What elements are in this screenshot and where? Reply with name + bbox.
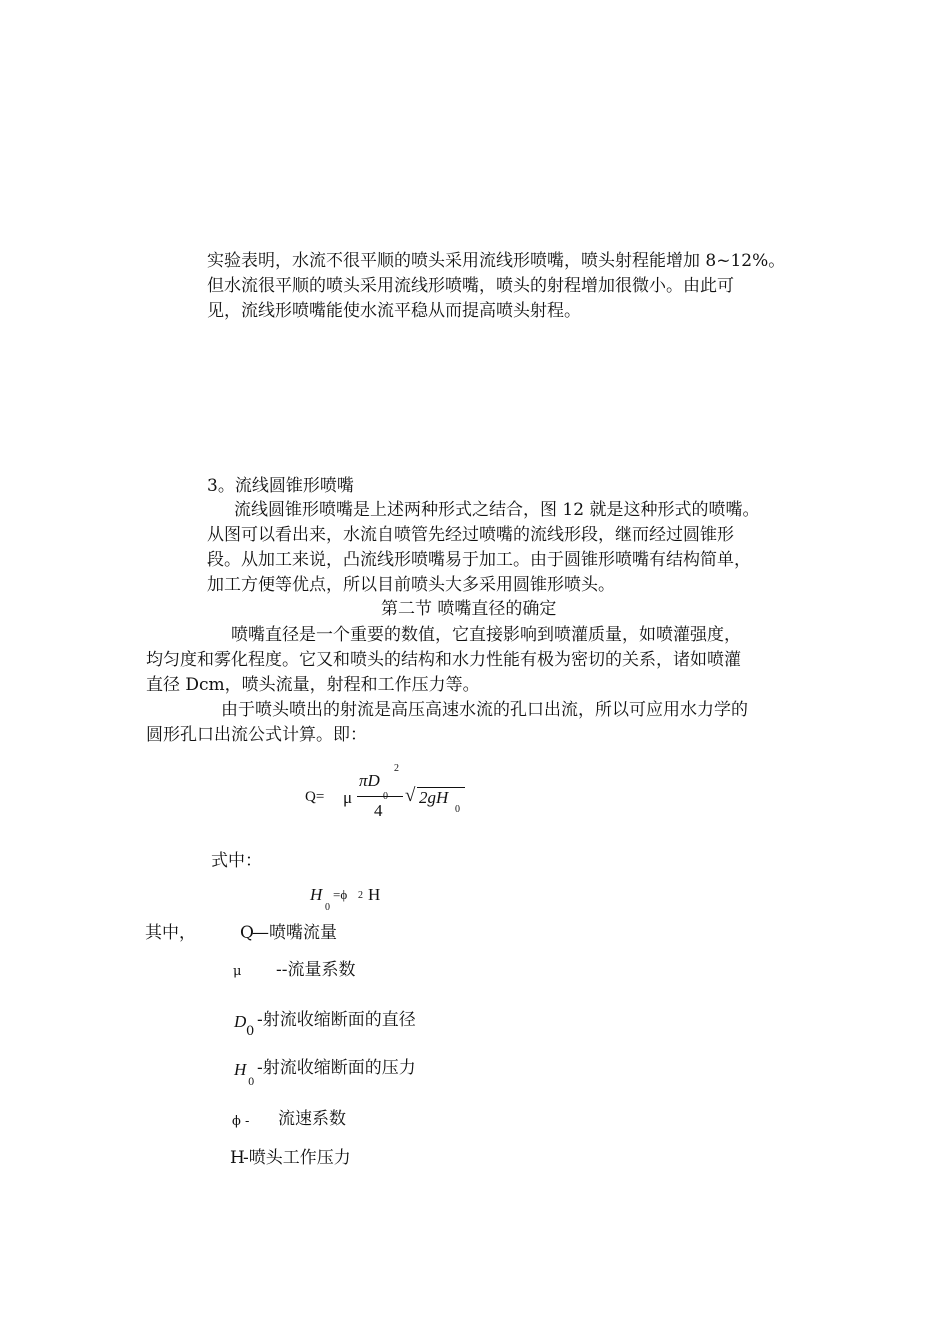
symbol-mu: μ xyxy=(233,964,242,979)
formula-h-subscript: 0 xyxy=(455,804,460,815)
symbol-h-plain: H xyxy=(230,1148,245,1168)
formula-exponent: 2 xyxy=(394,763,399,774)
para1-line-1: 实验表明，水流不很平顺的喷头采用流线形喷嘴，喷头射程能增加 8~12%。 xyxy=(207,251,786,271)
fraction-bar xyxy=(357,796,403,797)
symbol-q: Q xyxy=(240,923,254,943)
definition-mu-text: --流量系数 xyxy=(276,960,356,980)
symbol-phi: ϕ - xyxy=(232,1114,250,1129)
definition-q-text: —喷嘴流量 xyxy=(252,923,337,943)
formula2-subscript: 0 xyxy=(325,902,330,913)
symbol-h: H xyxy=(234,1060,247,1079)
formula-mu: μ xyxy=(343,788,353,807)
section-title: 第二节 喷嘴直径的确定 xyxy=(381,599,557,619)
section2-para-a-line-3: 直径 Dcm，喷头流量，射程和工作压力等。 xyxy=(146,675,480,695)
para1-line-2: 但水流很平顺的喷头采用流线形喷嘴，喷头的射程增加很微小。由此可 xyxy=(207,276,734,296)
item3-line-3: 段。从加工来说，凸流线形喷嘴易于加工。由于圆锥形喷嘴有结构简单， xyxy=(207,550,751,570)
section2-para-a-line-2: 均匀度和雾化程度。它又和喷头的结构和水力性能有极为密切的关系，诸如喷灌 xyxy=(146,650,741,670)
para1-line-3: 见，流线形喷嘴能使水流平稳从而提高喷头射程。 xyxy=(207,301,581,321)
symbol-d: D xyxy=(234,1012,247,1031)
symbol-d-subscript: 0 xyxy=(246,1024,255,1039)
section2-para-b-line-2: 圆形孔口出流公式计算。即： xyxy=(146,725,367,745)
orifice-flow-formula xyxy=(300,765,500,825)
item3-line-2: 从图可以看出来，水流自喷管先经过喷嘴的流线形段，继而经过圆锥形 xyxy=(207,525,734,545)
definition-h-text: -喷头工作压力 xyxy=(243,1148,351,1168)
definition-phi-text: 流速系数 xyxy=(278,1109,346,1129)
formula2-h: H xyxy=(310,885,323,904)
formula2-tail: H xyxy=(368,885,381,904)
definition-d0-text: -射流收缩断面的直径 xyxy=(257,1010,416,1030)
item3-heading: 3。流线圆锥形喷嘴 xyxy=(207,476,354,496)
pressure-formula xyxy=(308,880,428,914)
item3-line-4: 加工方便等优点，所以目前喷头大多采用圆锥形喷头。 xyxy=(207,575,615,595)
definition-h0-text: -射流收缩断面的压力 xyxy=(257,1058,416,1078)
where-label: 式中： xyxy=(211,851,262,871)
formula-numerator: πD xyxy=(359,771,380,790)
formula-d-subscript: 0 xyxy=(383,791,388,802)
formula-radicand: 2gH xyxy=(419,788,449,807)
symbol-h-subscript: 0 xyxy=(248,1077,255,1088)
definitions-intro: 其中， xyxy=(145,923,196,943)
section2-para-a-line-1: 喷嘴直径是一个重要的数值，它直接影响到喷灌质量，如喷灌强度， xyxy=(231,625,741,645)
radical-sign-icon: √ xyxy=(405,785,416,806)
formula2-rest: =ϕ xyxy=(333,887,348,902)
formula-denominator: 4 xyxy=(374,801,383,820)
formula2-exponent: 2 xyxy=(358,890,363,901)
formula-lhs: Q= xyxy=(305,789,325,805)
item3-line-1: 流线圆锥形喷嘴是上述两种形式之结合，图 12 就是这种形式的喷嘴。 xyxy=(234,500,760,520)
section2-para-b-line-1: 由于喷头喷出的射流是高压高速水流的孔口出流，所以可应用水力学的 xyxy=(221,700,748,720)
